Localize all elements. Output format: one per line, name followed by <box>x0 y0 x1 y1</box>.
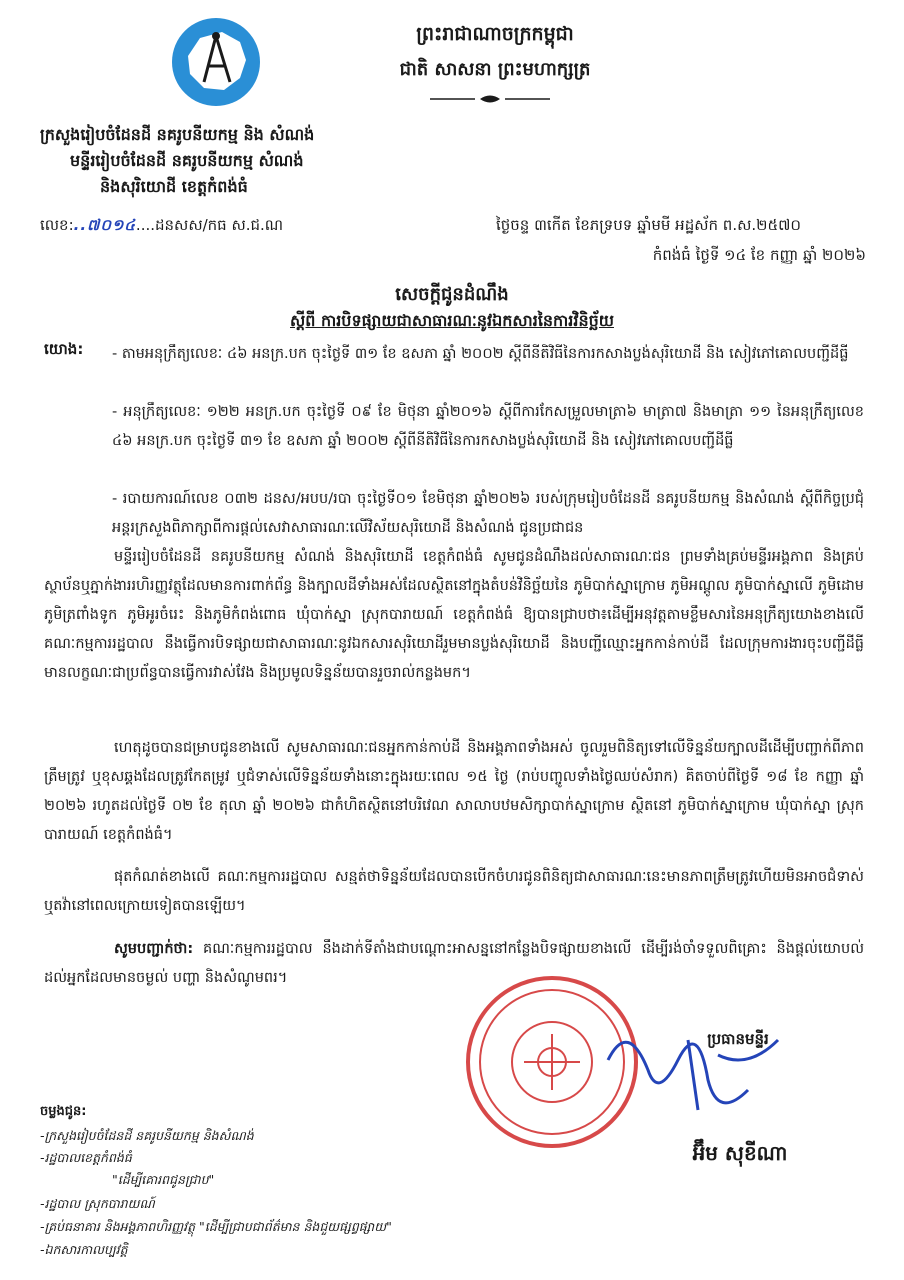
department-name: មន្ទីររៀបចំដែនដី នគរូបនីយកម្ម សំណង់ <box>70 151 304 170</box>
solar-date: កំពង់ធំ ថ្ងៃទី ១៤ ខែ កញ្ញា ឆ្នាំ ២០២៦ <box>652 246 866 264</box>
copy-recipient: -រដ្ឋបាល ស្រុកបារាយណ៍ <box>40 1196 155 1211</box>
reference-item: - របាយការណ៍លេខ ០៣២ ដនស/អបប/របា ចុះថ្ងៃទី០១ ខែមិថុនា ឆ្នាំ២០២៦ របស់ក្រុមរៀបចំដែនដី នគរូបនីយកម្ម និងសំណង់ ស្ដីពីកិច្ចប្រជុំអន្តរក្រសួងពិភាក្សាពីការផ្ដល់សេវាសាធារណៈលើវិស័យសុរិយោដី និងសំណង់ ជូនប្រជាជន <box>112 491 864 536</box>
copy-recipient: -ឯកសារកាលប្បវត្តិ <box>40 1242 128 1257</box>
department-province: និងសុរិយោដី ខេត្តកំពង់ធំ <box>100 177 248 196</box>
copies-label: ចម្លងជូន: <box>40 1104 87 1119</box>
national-motto: ជាតិ សាសនា ព្រះមហាក្សត្រ <box>399 59 591 80</box>
note-label: សូមបញ្ជាក់ថា: <box>114 941 194 957</box>
note-text: គណៈកម្មការរដ្ឋបាល នឹងដាក់ទីតាំងជាបណ្ដោះអាសន្ននៅកន្លែងបិទផ្សាយខាងលើ ដើម្បីរង់ចាំទទួលពិគ្រោះ និងផ្ដល់យោបល់ដល់អ្នកដែលមានចម្ងល់ បញ្ហា និងសំណូមពរ។ <box>44 941 864 986</box>
handwritten-signature <box>588 1000 798 1150</box>
copy-recipient: -រដ្ឋបាលខេត្តកំពង់ធំ <box>40 1150 132 1165</box>
paragraph-deadline: ផុតកំណត់ខាងលើ គណៈកម្មការរដ្ឋបាល សន្មត់ថាទិន្នន័យដែលបានបើកចំហរជូនពិនិត្យជាសាធារណៈនេះមានភាពត្រឹមត្រូវហើយមិនអាចជំទាស់ ឬតវ៉ានៅពេលក្រោយទៀតបានឡើយ។ <box>44 869 864 914</box>
reference-suffix: ....ដនសស/កធ ស.ជ.ណ <box>135 216 284 234</box>
notice-subject: ស្ដីពី ការបិទផ្សាយជាសាធារណៈនូវឯកសារនៃការវិនិច្ឆ័យ <box>290 311 614 330</box>
paragraph-review-period: ហេតុដូចបានជម្រាបជូនខាងលើ សូមសាធារណៈជនអ្នកកាន់កាប់ដី និងអង្គភាពទាំងអស់ ចូលរួមពិនិត្យទៅលើទិន្នន័យក្បាលដីដើម្បីបញ្ជាក់ពីភាពត្រឹមត្រូវ ឬខុសឆ្គងដែលត្រូវកែតម្រូវ ឬជំទាស់លើទិន្នន័យទាំងនោះក្នុងរយៈពេល ១៥ ថ្ងៃ (រាប់បញ្ចូលទាំងថ្ងៃឈប់សំរាក) គិតចាប់ពីថ្ងៃទី ១៨ ខែ កញ្ញា ឆ្នាំ ២០២៦ រហូតដល់ថ្ងៃទី ០២ ខែ តុលា ឆ្នាំ ២០២៦ ជាកំហិតស្ថិតនៅបរិវេណ សាលាបឋមសិក្សាបាក់ស្នាក្រោម ស្ថិតនៅ ភូមិបាក់ស្នាក្រោម ឃុំបាក់ស្នា ស្រុកបារាយណ៍ ខេត្តកំពង់ធំ។ <box>44 740 864 843</box>
ministry-block <box>40 122 460 200</box>
signatory-name: អ៊ឹម សុខីណា <box>692 1141 788 1165</box>
copy-recipient: -ក្រសួងរៀបចំដែនដី នគរូបនីយកម្ម និងសំណង់ <box>40 1128 254 1143</box>
ministry-logo <box>170 16 262 108</box>
ministry-name: ក្រសួងរៀបចំដែនដី នគរូបនីយកម្ម និង សំណង់ <box>40 125 315 144</box>
kingdom-heading: ព្រះរាជាណាចក្រកម្ពុជា <box>416 23 574 45</box>
signatory-title: ប្រធានមន្ទីរ <box>707 1030 769 1048</box>
reference-number <box>40 216 283 238</box>
notice-title: សេចក្ដីជូនដំណឹង <box>395 284 509 305</box>
reference-item: - តាមអនុក្រឹត្យលេខៈ ៤៦ អនក្រ.បក ចុះថ្ងៃទី ៣១ ខែ ឧសភា ឆ្នាំ ២០០២ ស្ដីពីនីតិវិធីនៃការកសាងប្លង់សុរិយោដី និង សៀវភៅគោលបញ្ជីដីធ្លី <box>112 346 849 362</box>
copy-recipient: "ដើម្បីគោរពជូនជ្រាប" <box>112 1172 215 1187</box>
references-label: យោង: <box>44 340 84 358</box>
lunar-date: ថ្ងៃចន្ទ ៣កើត ខែភទ្របទ ឆ្នាំមមី អដ្ឋស័ក ព.ស.២៥៧០ <box>496 216 802 234</box>
reference-prefix: លេខ: <box>40 216 74 234</box>
reference-item: - អនុក្រឹត្យលេខៈ ១២២ អនក្រ.បក ចុះថ្ងៃទី ០៩ ខែ មិថុនា ឆ្នាំ២០១៦ ស្ដីពីការកែសម្រួលមាត្រា៦ មាត្រា៧ និងមាត្រា ១១ នៃអនុក្រឹត្យលេខ ៤៦ អនក្រ.បក ចុះថ្ងៃទី ៣១ ខែ ឧសភា ឆ្នាំ ២០០២ ស្ដីពីនីតិវិធីនៃការកសាងប្លង់សុរិយោដី និង សៀវភៅគោលបញ្ជីដីធ្លី <box>112 404 864 449</box>
reference-handwritten-number: ..៧០១៤ <box>73 216 136 234</box>
copy-recipient: -គ្រប់ធនាគារ និងអង្គភាពហិរញ្ញវត្ថុ "ដើម្បីជ្រាបជាព័ត៌មាន និងជួយផ្សព្វផ្សាយ" <box>40 1219 392 1234</box>
paragraph-note <box>44 935 864 993</box>
paragraph-announcement: មន្ទីររៀបចំដែនដី នគរូបនីយកម្ម សំណង់ និងសុរិយោដី ខេត្តកំពង់ធំ សូមជូនដំណឹងដល់សាធារណៈជន ព្រមទាំងគ្រប់មន្ទីរអង្គភាព និងគ្រប់ស្ថាប័នឬភ្នាក់ងាររហិរញ្ញវត្ថុដែលមានការពាក់ព័ន្ធ និងក្បាលដីទាំងអស់ដែលស្ថិតនៅក្នុងតំបន់វិនិច្ឆ័យនៃ ភូមិបាក់ស្នាក្រោម ភូមិអណ្ដូល ភូមិបាក់ស្នាលើ ភូមិដោម ភូមិត្រពាំងទូក ភូមិអូរចំរេះ និងភូមិកំពង់ពោធ ឃុំបាក់ស្នា ស្រុកបារាយណ៍ ខេត្តកំពង់ធំ ឱ្យបានជ្រាបថា៖ដើម្បីអនុវត្តតាមខ្លឹមសារនៃអនុក្រឹត្យយោងខាងលើ គណៈកម្មការរដ្ឋបាល នឹងធ្វើការបិទផ្សាយជាសាធារណៈនូវឯកសារសុរិយោដីរួមមានប្លង់សុរិយោដី និងបញ្ជីឈ្មោះអ្នកកាន់កាប់ដី ដែលក្រុមការងារចុះបញ្ជីដីធ្លីមានលក្ខណៈជាប្រព័ន្ធបានធ្វើការវាស់វែង និងប្រមូលទិន្នន័យបានរួចរាល់កន្លងមក។ <box>44 549 864 681</box>
ornament-divider <box>425 92 555 106</box>
